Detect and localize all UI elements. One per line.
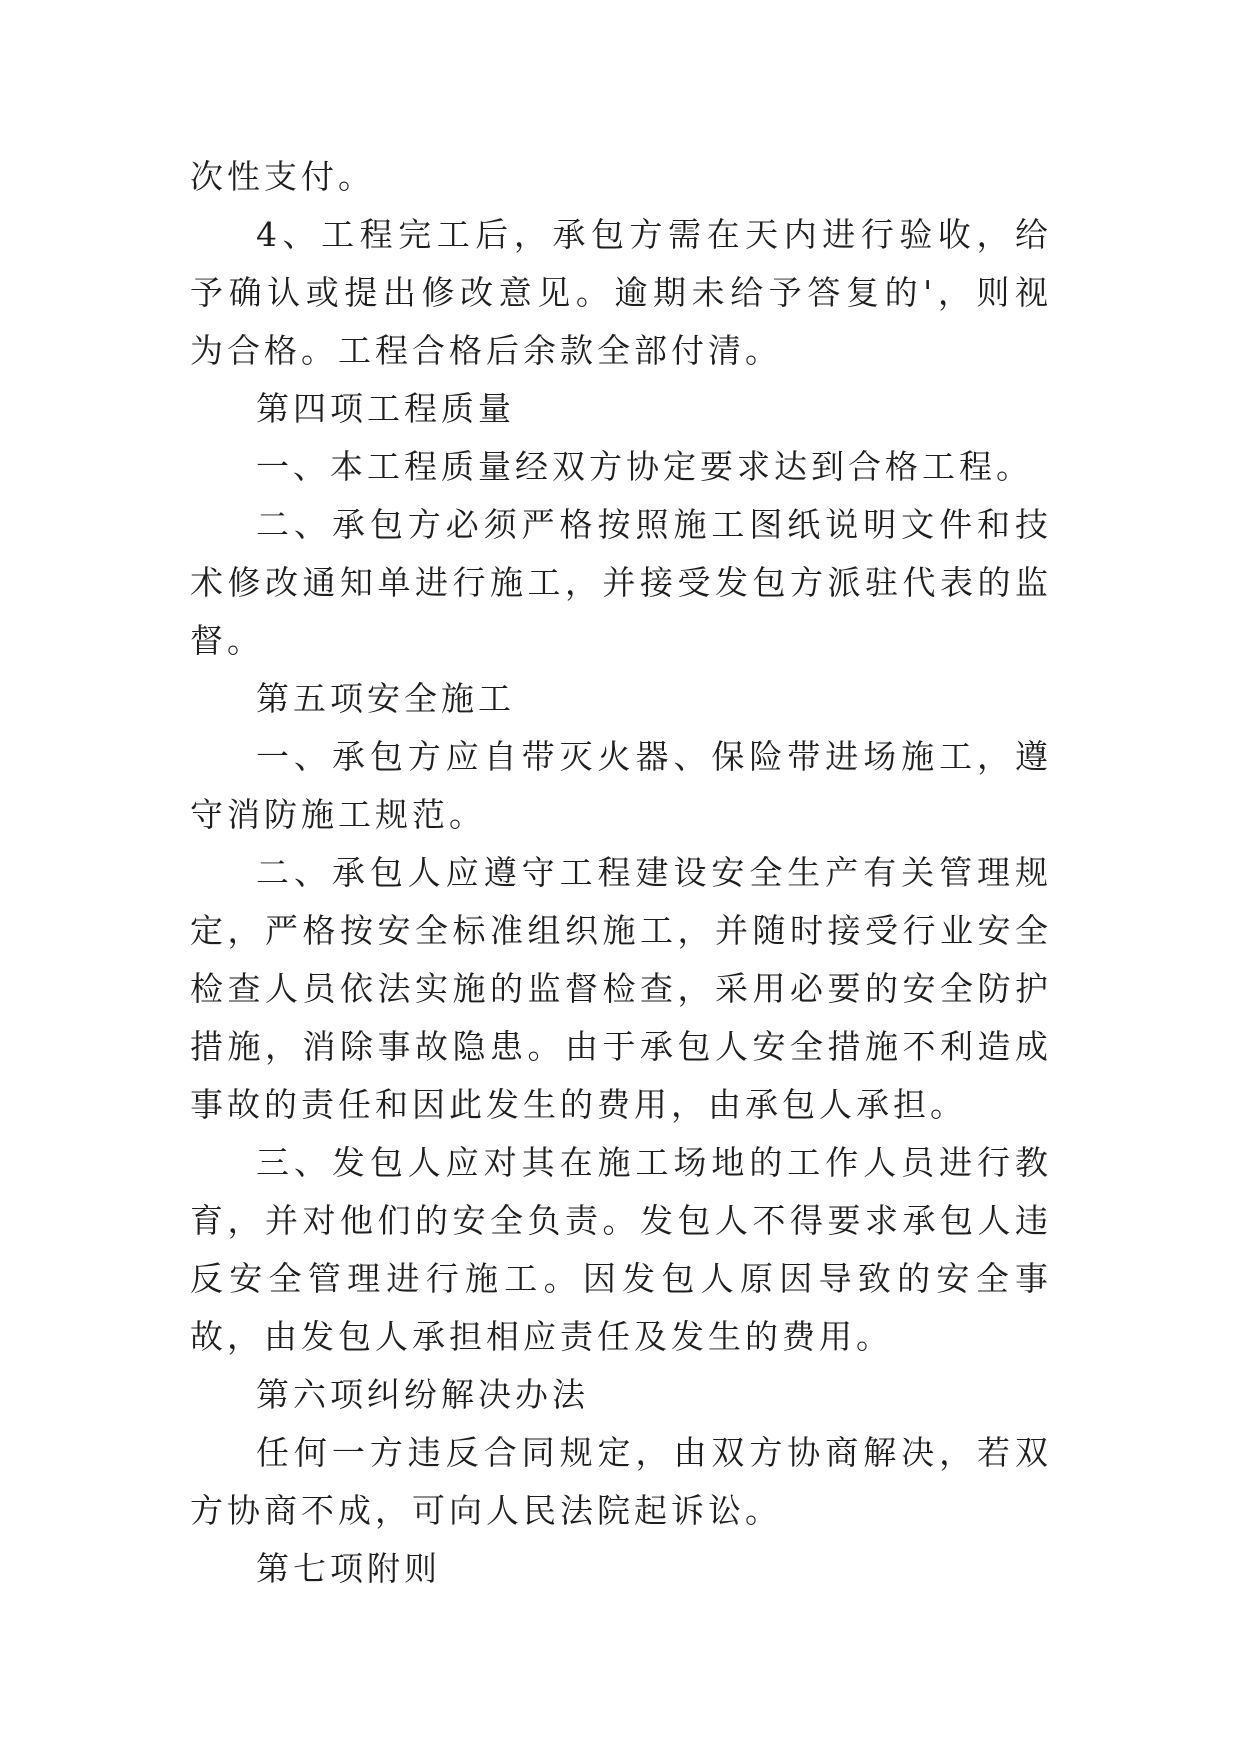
section-heading-disputes: 第六项纠纷解决办法 [256, 1375, 589, 1414]
section-heading-supplementary: 第七项附则 [256, 1549, 441, 1588]
clause-payment-acceptance: 4、工程完工后，承包方需在天内进行验收，给予确认或提出修改意见。逾期未给予答复的'，则视为合格。工程合格后余款全部付清。 [190, 215, 1052, 370]
clause-quality-standard: 一、本工程质量经双方协定要求达到合格工程。 [256, 447, 1033, 486]
clause-contractor-safety: 二、承包人应遵守工程建设安全生产有关管理规定，严格按安全标准组织施工，并随时接受行业安全检查人员依法实施的监督检查，采用必要的安全防护措施，消除事故隐患。由于承包人安全措施不利造成事故的责任和因此发生的费用，由承包人承担。 [190, 853, 1052, 1124]
section-heading-safety: 第五项安全施工 [256, 679, 515, 718]
section-heading-quality: 第四项工程质量 [256, 389, 515, 428]
clause-dispute-resolution: 任何一方违反合同规定，由双方协商解决，若双方协商不成，可向人民法院起诉讼。 [190, 1433, 1052, 1530]
paragraph-continuation: 次性支付。 [190, 157, 375, 196]
clause-employer-safety: 三、发包人应对其在施工场地的工作人员进行教育，并对他们的安全负责。发包人不得要求承包人违反安全管理进行施工。因发包人原因导致的安全事故，由发包人承担相应责任及发生的费用。 [190, 1143, 1052, 1356]
clause-fire-equipment: 一、承包方应自带灭火器、保险带进场施工，遵守消防施工规范。 [190, 737, 1052, 834]
document-body [190, 148, 1052, 1598]
clause-construction-drawings: 二、承包方必须严格按照施工图纸说明文件和技术修改通知单进行施工，并接受发包方派驻代表的监督。 [190, 505, 1052, 660]
